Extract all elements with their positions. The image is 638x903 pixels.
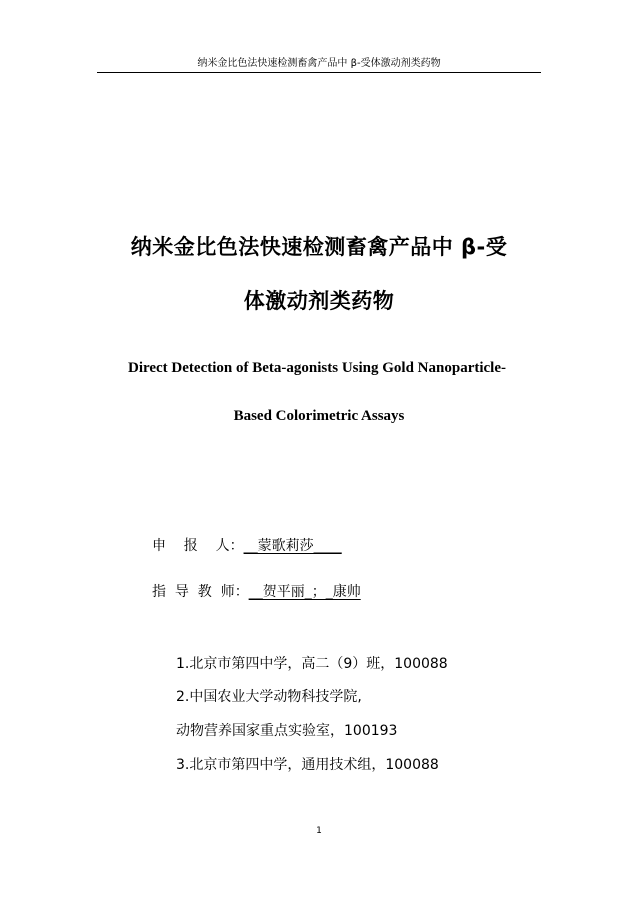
advisor-label: 指 导 教 师： [152,584,249,600]
affiliation-2: 2.中国农业大学动物科技学院, [176,689,362,705]
title-english-line-1: Direct Detection of Beta-agonists Using Gold Nanoparticle- [127,360,506,376]
title-english-line-2: Based Colorimetric Assays [233,408,405,424]
affiliation-1: 1.北京市第四中学，高二（9）班，100088 [176,656,448,672]
applicant-label: 申 报 人： [152,538,244,554]
running-header: 纳米金比色法快速检测畜禽产品中 β-受体激动剂类药物 [197,58,441,69]
advisor-value: __贺平丽_；_康帅 [248,584,361,600]
header-rule [97,72,541,73]
affiliation-2-continued: 动物营养国家重点实验室，100193 [176,723,398,739]
applicant-row [152,537,342,555]
title-chinese-line-1: 纳米金比色法快速检测畜禽产品中 β-受 [130,235,508,259]
affiliation-3: 3.北京市第四中学，通用技术组，100088 [176,757,439,773]
applicant-value: __蒙歌莉莎____ [243,538,342,554]
title-chinese-line-2: 体激动剂类药物 [243,289,395,313]
page-number: 1 [316,826,322,836]
advisor-row [152,583,361,601]
